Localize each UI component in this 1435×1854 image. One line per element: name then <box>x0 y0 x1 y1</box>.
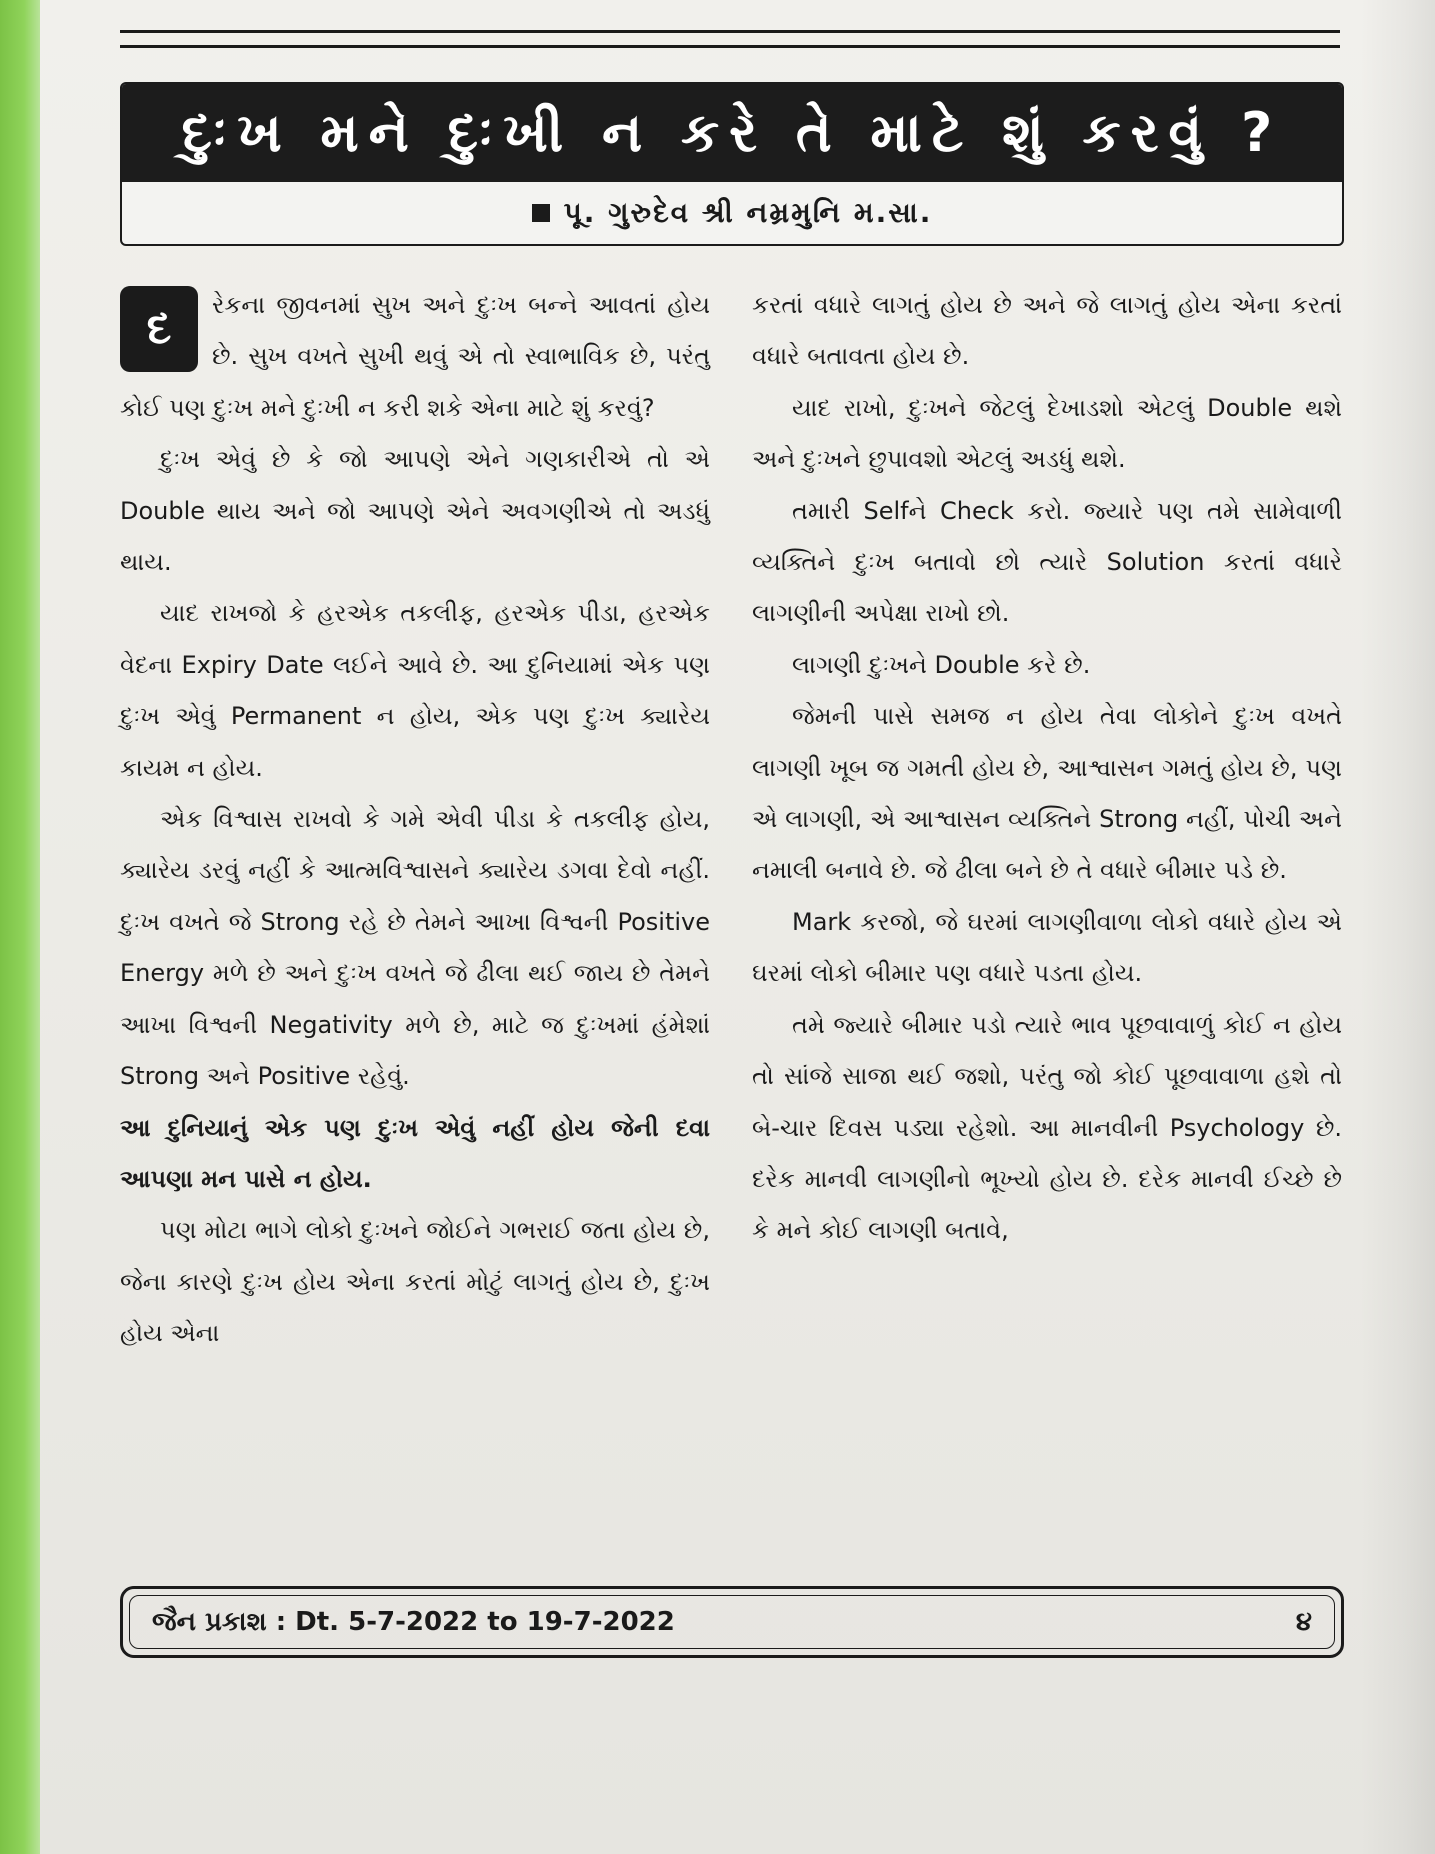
paragraph: તમે જ્યારે બીમાર પડો ત્યારે ભાવ પૂછવાવાળું કોઈ ન હોય તો સાંજે સાજા થઈ જશો, પરંતુ જો કોઈ પૂછવાવાળા હશે તો બે-ચાર દિવસ પડ્યા રહેશો. આ માનવીની Psychology છે. દરેક માનવી લાગણીનો ભૂખ્યો હોય છે. દરેક માનવી ઈચ્છે છે કે મને કોઈ લાગણી બતાવે, <box>752 1010 1342 1245</box>
byline-author: પૂ. ગુરુદેવ શ્રી નમ્રમુનિ મ.સા. <box>563 196 933 229</box>
top-double-rule <box>120 30 1340 48</box>
paragraph: એક વિશ્વાસ રાખવો કે ગમે એવી પીડા કે તકલીફ હોય, ક્યારેય ડરવું નહીં કે આત્મવિશ્વાસને ક્યારેય ડગવા દેવો નહીં. દુઃખ વખતે જે Strong રહે છે તેમને આખા વિશ્વની Positive Energy મળે છે અને દુઃખ વખતે જે ઢીલા થઈ જાય છે તેમને આખા વિશ્વની Negativity મળે છે, માટે જ દુઃખમાં હંમેશાં Strong અને Positive રહેવું. <box>120 805 710 1091</box>
left-column <box>120 280 710 1360</box>
footer-box <box>120 1586 1344 1658</box>
paragraph: યાદ રાખો, દુઃખને જેટલું દેખાડશો એટલું Double થશે અને દુઃખને છુપાવશો એટલું અડધું થશે. <box>752 393 1342 474</box>
footer-inner <box>129 1595 1335 1649</box>
drop-cap: દ <box>120 286 198 372</box>
paragraph-text: રેકના જીવનમાં સુખ અને દુઃખ બન્ને આવતાં હોય છે. સુખ વખતે સુખી થવું એ તો સ્વાભાવિક છે, પરંતુ કોઈ પણ દુઃખ મને દુઃખી ન કરી શકે એના માટે શું કરવું? <box>120 291 710 422</box>
paragraph: લાગણી દુઃખને Double કરે છે. <box>792 650 1091 679</box>
paragraph: યાદ રાખજો કે હરએક તકલીફ, હરએક પીડા, હરએક વેદના Expiry Date લઈને આવે છે. આ દુનિયામાં એક પણ દુઃખ એવું Permanent ન હોય, એક પણ દુઃખ ક્યારેય કાયમ ન હોય. <box>120 599 710 782</box>
paragraph <box>120 280 710 434</box>
page-fold-shadow <box>1360 0 1435 1854</box>
green-edge-strip <box>0 0 40 1854</box>
right-column <box>752 280 1342 1257</box>
page-number: ૪ <box>1295 1606 1312 1637</box>
bullet-square-icon <box>532 204 550 222</box>
paragraph: જેમની પાસે સમજ ન હોય તેવા લોકોને દુઃખ વખતે લાગણી ખૂબ જ ગમતી હોય છે, આશ્વાસન ગમતું હોય છે, પણ એ લાગણી, એ આશ્વાસન વ્યક્તિને Strong નહીં, પોચી અને નમાલી બનાવે છે. જે ઢીલા બને છે તે વધારે બીમાર પડે છે. <box>752 702 1342 885</box>
paragraph: પણ મોટા ભાગે લોકો દુઃખને જોઈને ગભરાઈ જતા હોય છે, જેના કારણે દુઃખ હોય એના કરતાં મોટું લાગતું હોય છે, દુઃખ હોય એના <box>120 1216 710 1348</box>
publication-info: જૈન પ્રકાશ : Dt. 5-7-2022 to 19-7-2022 <box>152 1606 675 1637</box>
article-title: દુઃખ મને દુઃખી ન કરે તે માટે શું કરવું ? <box>181 101 1283 164</box>
title-band <box>122 84 1342 182</box>
byline <box>122 182 1342 244</box>
paragraph: કરતાં વધારે લાગતું હોય છે અને જે લાગતું હોય એના કરતાં વધારે બતાવતા હોય છે. <box>752 291 1342 371</box>
paragraph: Mark કરજો, જે ઘરમાં લાગણીવાળા લોકો વધારે હોય એ ઘરમાં લોકો બીમાર પણ વધારે પડતા હોય. <box>752 907 1342 988</box>
paragraph: દુઃખ એવું છે કે જો આપણે એને ગણકારીએ તો એ Double થાય અને જો આપણે એને અવગણીએ તો અડધું થાય. <box>120 445 710 577</box>
title-box <box>120 82 1344 246</box>
paragraph: તમારી Selfને Check કરો. જ્યારે પણ તમે સામેવાળી વ્યક્તિને દુઃખ બતાવો છો ત્યારે Solution કરતાં વધારે લાગણીની અપેક્ષા રાખો છો. <box>752 496 1342 628</box>
paragraph-bold: આ દુનિયાનું એક પણ દુઃખ એવું નહીં હોય જેની દવા આપણા મન પાસે ન હોય. <box>120 1113 710 1193</box>
